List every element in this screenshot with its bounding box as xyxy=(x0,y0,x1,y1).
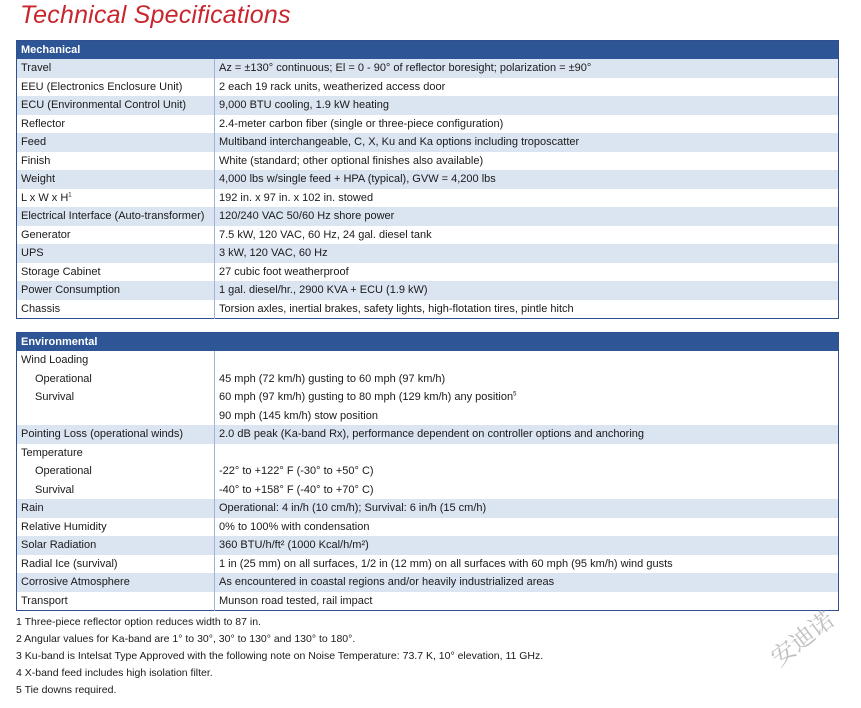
footnote: 4 X-band feed includes high isolation filter. xyxy=(16,667,213,679)
footnote: 3 Ku-band is Intelsat Type Approved with the following note on Noise Temperature: 73.7 K, 10° elevation, 11 GHz. xyxy=(16,650,544,662)
spec-label: Temperature xyxy=(21,446,83,459)
spec-value: 360 BTU/h/ft² (1000 Kcal/h/m²) xyxy=(215,536,839,555)
table-row xyxy=(17,592,839,611)
spec-label: Generator xyxy=(21,228,71,241)
table-row xyxy=(17,78,839,97)
spec-value: White (standard; other optional finishes also available) xyxy=(215,152,839,171)
table-header-row xyxy=(17,41,839,60)
spec-value: 2.4-meter carbon fiber (single or three-piece configuration) xyxy=(215,115,839,134)
spec-label: L x W x H xyxy=(21,191,69,204)
table-row xyxy=(17,189,839,208)
spec-value: 7.5 kW, 120 VAC, 60 Hz, 24 gal. diesel tank xyxy=(215,226,839,245)
spec-label: Corrosive Atmosphere xyxy=(17,573,215,592)
spec-label: Chassis xyxy=(21,302,61,315)
table-row xyxy=(17,59,839,78)
spec-label: Electrical Interface (Auto-transformer) xyxy=(17,207,215,226)
spec-label-cell xyxy=(17,189,215,208)
spec-label: Reflector xyxy=(21,117,66,130)
spec-label: Finish xyxy=(21,154,51,167)
table-row xyxy=(17,462,839,481)
spec-value xyxy=(215,444,839,463)
spec-value: 60 mph (97 km/h) gusting to 80 mph (129 km/h) any position xyxy=(219,391,514,404)
environmental-spec-table xyxy=(16,332,839,611)
table-row xyxy=(17,444,839,463)
spec-label: Rain xyxy=(17,499,215,518)
spec-label: Weight xyxy=(17,170,215,189)
spec-value: 120/240 VAC 50/60 Hz shore power xyxy=(215,207,839,226)
spec-sublabel: Operational xyxy=(35,372,92,385)
footnote: 5 Tie downs required. xyxy=(16,684,117,696)
spec-sublabel: Operational xyxy=(35,465,92,478)
table-row xyxy=(17,96,839,115)
table-row xyxy=(17,133,839,152)
spec-label: Travel xyxy=(17,59,215,78)
spec-value: -40° to +158° F (-40° to +70° C) xyxy=(215,481,839,500)
spec-value: 192 in. x 97 in. x 102 in. stowed xyxy=(215,189,839,208)
table-row xyxy=(17,499,839,518)
table-row xyxy=(17,573,839,592)
spec-sublabel: Survival xyxy=(35,391,75,404)
table-row xyxy=(17,152,839,171)
spec-label: Pointing Loss (operational winds) xyxy=(17,425,215,444)
table-row xyxy=(17,170,839,189)
spec-value: As encountered in coastal regions and/or heavily industrialized areas xyxy=(215,573,839,592)
table-row xyxy=(17,226,839,245)
spec-value: Torsion axles, inertial brakes, safety lights, high-flotation tires, pintle hitch xyxy=(215,300,839,319)
spec-value: Operational: 4 in/h (10 cm/h); Survival: 6 in/h (15 cm/h) xyxy=(215,499,839,518)
spec-value: 2 each 19 rack units, weatherized access door xyxy=(215,78,839,97)
table-row xyxy=(17,300,839,319)
section-heading: Environmental xyxy=(17,333,839,352)
spec-label: UPS xyxy=(17,244,215,263)
spec-value: -22° to +122° F (-30° to +50° C) xyxy=(215,462,839,481)
table-row xyxy=(17,281,839,300)
table-row xyxy=(17,207,839,226)
table-row xyxy=(17,388,839,407)
table-row xyxy=(17,407,839,426)
spec-label: Solar Radiation xyxy=(17,536,215,555)
footnote-ref: 5 xyxy=(513,391,517,398)
table-row xyxy=(17,115,839,134)
spec-label: Radial Ice (survival) xyxy=(21,557,118,570)
table-row xyxy=(17,555,839,574)
spec-label: EEU (Electronics Enclosure Unit) xyxy=(21,80,183,93)
table-row xyxy=(17,370,839,389)
table-row xyxy=(17,481,839,500)
spec-label: Relative Humidity xyxy=(21,520,107,533)
spec-value: Az = ±130° continuous; El = 0 - 90° of reflector boresight; polarization = ±90° xyxy=(215,59,839,78)
footnote-ref: 1 xyxy=(68,192,72,199)
table-row xyxy=(17,351,839,370)
spec-value: 45 mph (72 km/h) gusting to 60 mph (97 km/h) xyxy=(215,370,839,389)
footnote: 2 Angular values for Ka-band are 1° to 30°, 30° to 130° and 130° to 180°. xyxy=(16,633,356,645)
spec-value: Munson road tested, rail impact xyxy=(215,592,839,611)
section-heading: Mechanical xyxy=(17,41,839,60)
spec-value-cell xyxy=(215,388,839,407)
spec-value: 4,000 lbs w/single feed + HPA (typical), GVW = 4,200 lbs xyxy=(215,170,839,189)
footnotes xyxy=(16,614,543,699)
spec-value: 2.0 dB peak (Ka-band Rx), performance dependent on controller options and anchoring xyxy=(215,425,839,444)
spec-label: ECU (Environmental Control Unit) xyxy=(17,96,215,115)
table-row xyxy=(17,263,839,282)
spec-label: Power Consumption xyxy=(17,281,215,300)
footnote: 1 Three-piece reflector option reduces width to 87 in. xyxy=(16,616,261,628)
spec-sublabel xyxy=(17,407,215,426)
spec-value xyxy=(215,351,839,370)
spec-label: Storage Cabinet xyxy=(21,265,101,278)
spec-value: 3 kW, 120 VAC, 60 Hz xyxy=(215,244,839,263)
table-row xyxy=(17,518,839,537)
spec-label: Feed xyxy=(17,133,215,152)
spec-value: 1 gal. diesel/hr., 2900 KVA + ECU (1.9 kW) xyxy=(215,281,839,300)
spec-value: 0% to 100% with condensation xyxy=(215,518,839,537)
table-row xyxy=(17,536,839,555)
spec-value: 1 in (25 mm) on all surfaces, 1/2 in (12 mm) on all surfaces with 60 mph (95 km/h) wind gusts xyxy=(215,555,839,574)
spec-value: 9,000 BTU cooling, 1.9 kW heating xyxy=(215,96,839,115)
spec-value: 27 cubic foot weatherproof xyxy=(215,263,839,282)
table-header-row xyxy=(17,333,839,352)
page-title: Technical Specifications xyxy=(20,1,291,29)
mechanical-spec-table xyxy=(16,40,839,319)
table-row xyxy=(17,425,839,444)
spec-sublabel: Survival xyxy=(35,483,75,496)
watermark: 安迪诺 xyxy=(765,605,840,672)
spec-value: 90 mph (145 km/h) stow position xyxy=(215,407,839,426)
spec-value: Multiband interchangeable, C, X, Ku and Ka options including troposcatter xyxy=(215,133,839,152)
spec-label: Wind Loading xyxy=(21,354,89,367)
spec-label: Transport xyxy=(21,594,68,607)
table-row xyxy=(17,244,839,263)
